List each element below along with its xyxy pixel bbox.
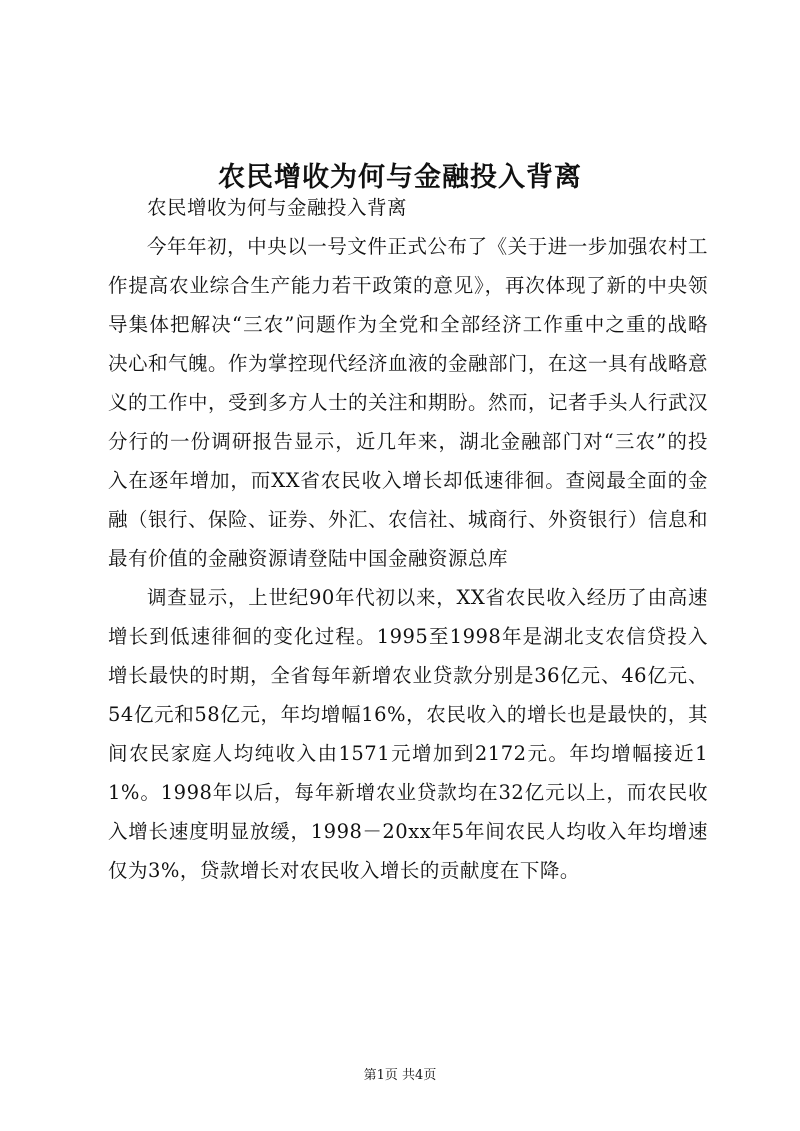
document-title: 农民增收为何与金融投入背离 [218, 162, 582, 194]
document-body [108, 188, 708, 890]
page-footer: 第1页 共4页 [363, 1068, 437, 1083]
paragraph-subtitle: 农民增收为何与金融投入背离 [147, 196, 408, 219]
paragraph-survey: 调查显示，上世纪90年代初以来，XX省农民收入经历了由高速增长到低速徘徊的变化过程。1995至1998年是湖北支农信贷投入增长最快的时期，全省每年新增农业贷款分别是36亿元、46亿元、54亿元和58亿元，年均增幅16%，农民收入的增长也是最快的，其间农民家庭人均纯收入由1571元增加到2172元。年均增幅接近11%。1998年以后，每年新增农业贷款均在32亿元以上，而农民收入增长速度明显放缓，1998－20xx年5年间农民人均收入年均增速仅为3%，贷款增长对农民收入增长的贡献度在下降。 [108, 586, 708, 882]
paragraph-intro: 今年年初，中央以一号文件正式公布了《关于进一步加强农村工作提高农业综合生产能力若干政策的意见》，再次体现了新的中央领导集体把解决“三农”问题作为全党和全部经济工作重中之重的战略决心和气魄。作为掌控现代经济血液的金融部门，在这一具有战略意义的工作中，受到多方人士的关注和期盼。然而，记者手头人行武汉分行的一份调研报告显示，近几年来，湖北金融部门对“三农”的投入在逐年增加，而XX省农民收入增长却低速徘徊。查阅最全面的金融（银行、保险、证券、外汇、农信社、城商行、外资银行）信息和最有价值的金融资源请登陆中国金融资源总库 [108, 235, 709, 570]
